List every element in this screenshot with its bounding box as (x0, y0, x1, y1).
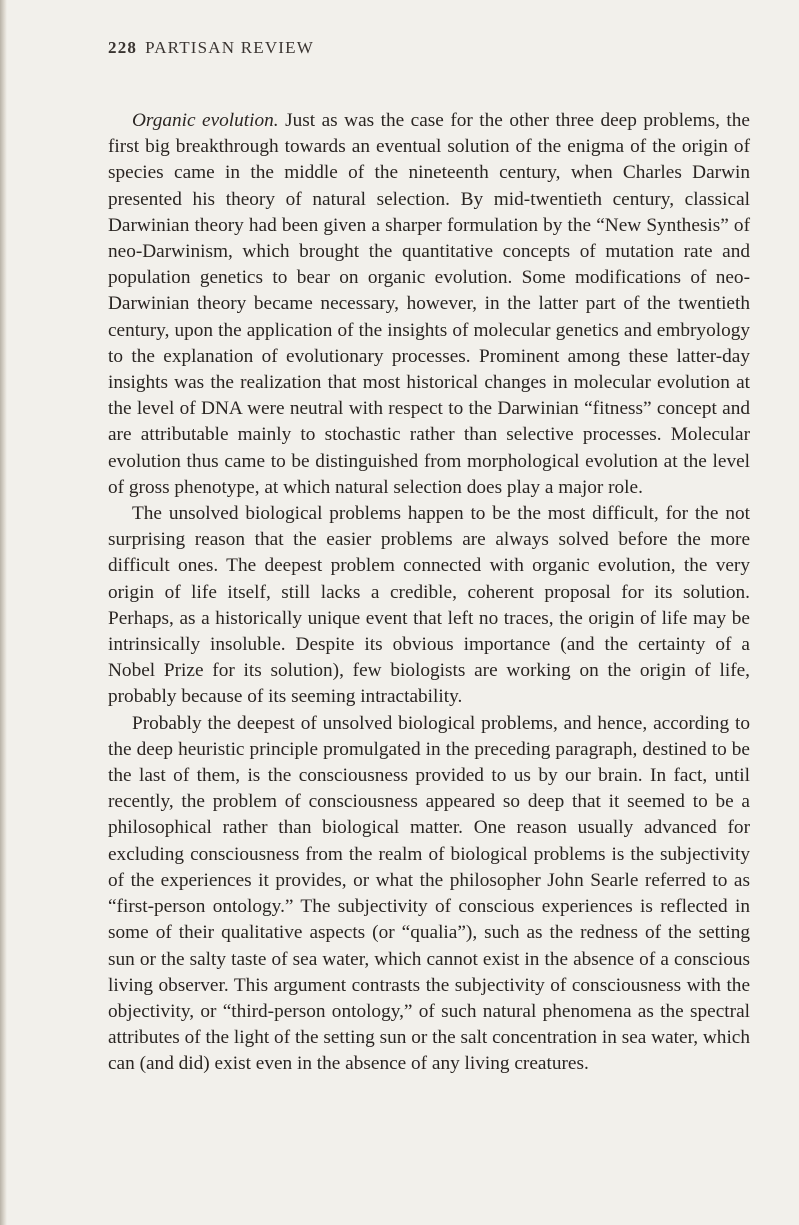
paragraph-origin-of-life (108, 501, 750, 711)
running-head (108, 38, 314, 58)
page-spine-edge (0, 0, 7, 1225)
paragraph-text: The unsolved biological problems happen to be the most difficult, for the not surprising reason that the easier problems are always solved before the more difficult ones. The deepest problem connected with organic evolution, the very origin of life itself, still lacks a credible, coherent proposal for its solution. Perhaps, as a historically unique event that left no traces, the origin of life may be intrinsically insoluble. Despite its obvious importance (and the certainty of a Nobel Prize for its solution), few biologists are working on the origin of life, probably because of its seeming intractability. (108, 503, 750, 708)
page-number: 228 (108, 38, 138, 57)
paragraph-text: Probably the deepest of unsolved biological problems, and hence, according to the deep heuristic principle promulgated in the preceding paragraph, destined to be the last of them, is the consciousness provided to us by our brain. In fact, until recently, the problem of consciousness appeared so deep that it seemed to be a philosophical rather than biological matter. One reason usually advanced for excluding consciousness from the realm of biological problems is the subjectivity of the experiences it provides, or what the philosopher John Searle referred to as “first-person ontology.” The subjectivity of conscious experiences is reflected in some of their qualitative aspects (or “qualia”), such as the redness of the setting sun or the salty taste of sea water, which cannot exist in the absence of a conscious living observer. This argument contrasts the subjectivity of consciousness with the objectivity, or “third-person ontology,” of such natural phenomena as the spectral attributes of the light of the setting sun or the salt concentration in sea water, which can (and did) exist even in the absence of any living creatures. (108, 712, 750, 1075)
section-run-in-heading: Organic evolution. (132, 110, 279, 131)
journal-title: PARTISAN REVIEW (145, 38, 314, 57)
body-text (108, 108, 750, 1078)
paragraph-organic-evolution (108, 108, 750, 501)
paragraph-consciousness (108, 711, 750, 1078)
paragraph-text: Just as was the case for the other three deep problems, the first big breakthrough towards an eventual solution of the enigma of the origin of species came in the middle of the nineteenth century, when Charles Darwin presented his theory of natural selection. By mid-twentieth century, classical Darwinian theory had been given a sharper formulation by the “New Synthesis” of neo-Darwinism, which brought the quantitative concepts of mutation rate and population genetics to bear on organic evolution. Some modifications of neo-Darwinian theory became necessary, however, in the latter part of the twentieth century, upon the application of the insights of molecular genetics and embryology to the explanation of evolutionary processes. Prominent among these latter-day insights was the realization that most historical changes in molecular evolution at the level of DNA were neutral with respect to the Darwinian “fitness” concept and are attributable mainly to stochastic rather than selective processes. Molecular evolution thus came to be distinguished from morphological evolution at the level of gross phenotype, at which natural selection does play a major role. (108, 110, 750, 498)
